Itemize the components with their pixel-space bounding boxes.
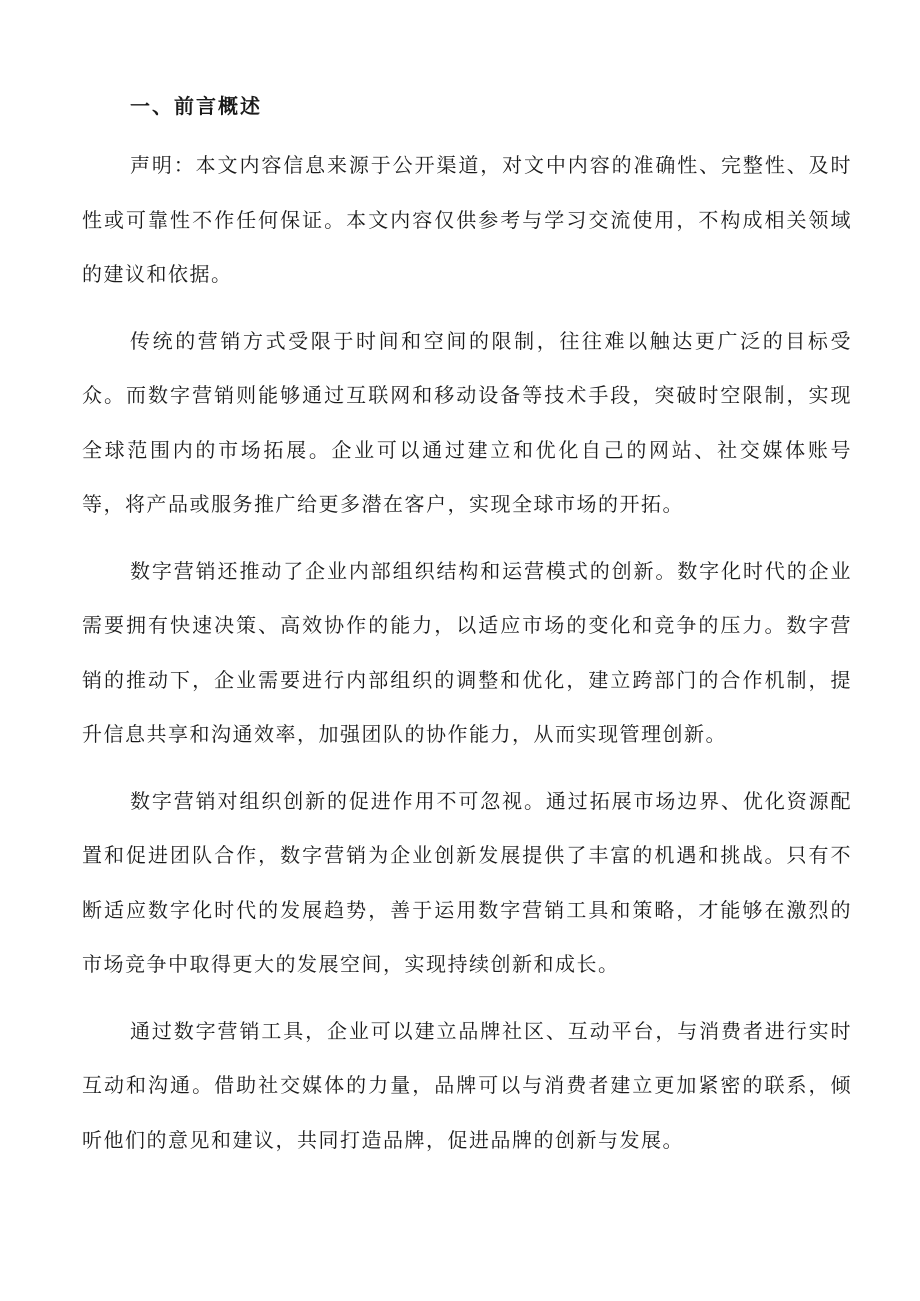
paragraph-market-expansion: 传统的营销方式受限于时间和空间的限制，往往难以触达更广泛的目标受众。而数字营销则能够通过互联网和移动设备等技术手段，突破时空限制，实现全球范围内的市场拓展。企业可以通过建立和优化自己的网站、社交媒体账号等，将产品或服务推广给更多潜在客户，实现全球市场的开拓。 [82, 328, 852, 516]
paragraph-brand-community: 通过数字营销工具，企业可以建立品牌社区、互动平台，与消费者进行实时互动和沟通。借助社交媒体的力量，品牌可以与消费者建立更加紧密的联系，倾听他们的意见和建议，共同打造品牌，促进品牌的创新与发展。 [82, 1018, 852, 1152]
paragraph-innovation-promotion: 数字营销对组织创新的促进作用不可忽视。通过拓展市场边界、优化资源配置和促进团队合作，数字营销为企业创新发展提供了丰富的机遇和挑战。只有不断适应数字化时代的发展趋势，善于运用数字营销工具和策略，才能够在激烈的市场竞争中取得更大的发展空间，实现持续创新和成长。 [82, 788, 852, 976]
paragraph-disclaimer: 声明：本文内容信息来源于公开渠道，对文中内容的准确性、完整性、及时性或可靠性不作任何保证。本文内容仅供参考与学习交流使用，不构成相关领域的建议和依据。 [82, 153, 852, 286]
paragraph-organization-innovation: 数字营销还推动了企业内部组织结构和运营模式的创新。数字化时代的企业需要拥有快速决策、高效协作的能力，以适应市场的变化和竞争的压力。数字营销的推动下，企业需要进行内部组织的调整和优化，建立跨部门的合作机制，提升信息共享和沟通效率，加强团队的协作能力，从而实现管理创新。 [82, 558, 852, 746]
section-heading: 一、前言概述 [130, 94, 262, 118]
document-page [82, 84, 852, 1179]
